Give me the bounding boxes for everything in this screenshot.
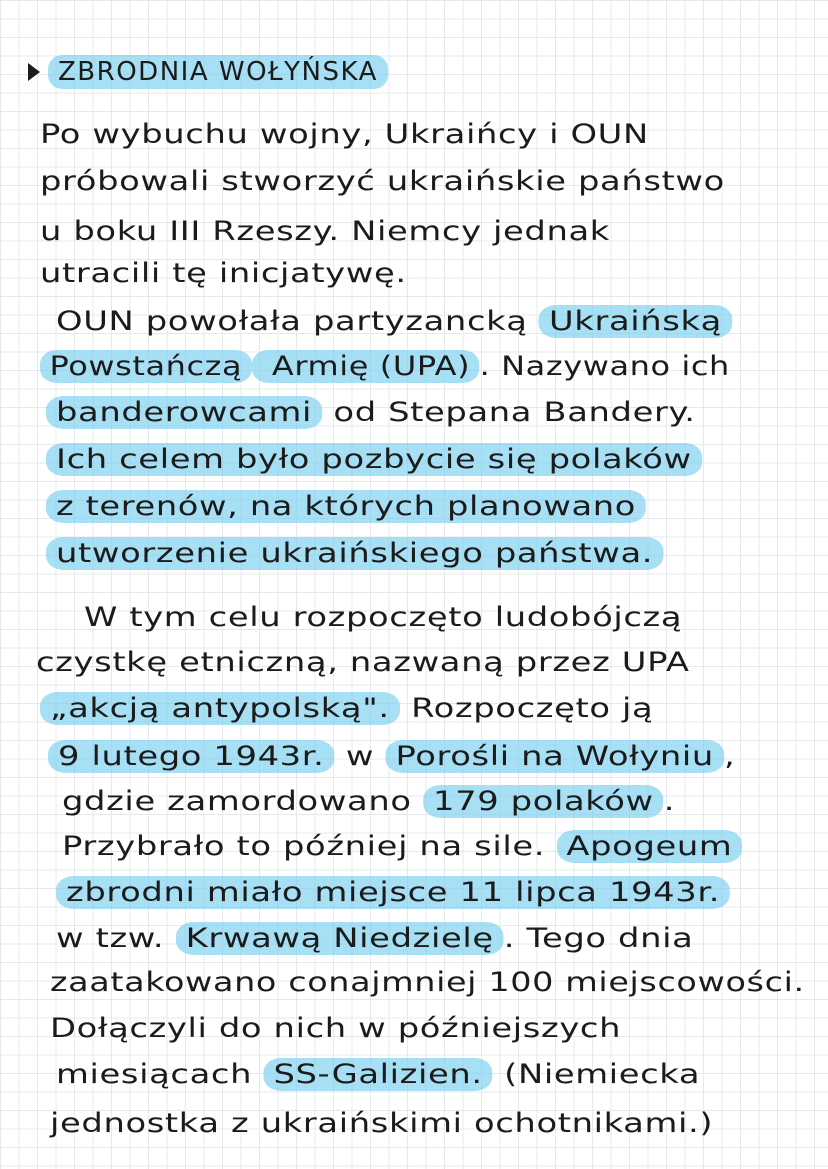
text-segment: miesiącach [56,1059,264,1090]
text-segment: u boku III Rzeszy. Niemcy jednak [40,216,610,247]
text-segment: , [723,741,736,772]
text-line [50,966,805,1000]
text-line [50,1107,713,1141]
text-line [36,646,690,680]
text-segment: OUN powołała partyzancką [56,306,539,337]
text-line [62,785,675,819]
text-segment: . Tego dnia [503,923,694,954]
text-segment: jednostka z ukraińskimi ochotnikami.) [50,1108,714,1139]
text-line [40,692,653,726]
text-line [40,165,725,199]
text-segment: czystkę etniczną, nazwaną przez UPA [36,647,690,678]
note-title [28,55,388,89]
text-segment: Dołączyli do nich w późniejszych [50,1013,622,1044]
text-segment: W tym celu rozpoczęto ludobójczą [84,602,683,633]
highlighted-text: 179 polaków [423,785,664,818]
text-line [48,740,735,774]
highlighted-text: z terenów, na których planowano [46,490,646,523]
text-segment: Po wybuchu wojny, Ukraińcy i OUN [40,119,649,150]
text-segment: Rozpoczęto ją [399,693,654,724]
text-segment: gdzie zamordowano [62,786,424,817]
text-segment: . Nazywano ich [479,351,730,382]
text-segment: w tzw. [56,923,176,954]
text-line [62,830,742,864]
text-line [56,1058,700,1092]
text-line [46,537,663,571]
arrow-icon [28,63,40,81]
text-line [40,257,407,291]
text-segment: . [663,786,676,817]
text-segment: Przybrało to później na sile. [62,831,557,862]
text-segment: próbowali stworzyć ukraińskie państwo [40,166,725,197]
highlighted-text: Powstańczą [40,350,252,383]
text-segment: od Stepana Bandery. [322,397,696,428]
highlighted-text: banderowcami [46,396,322,429]
highlighted-text: Ich celem było pozbycie się polaków [46,443,702,476]
text-line [46,490,646,524]
highlighted-text: Ukraińską [539,305,732,338]
highlighted-text: Armię (UPA) [252,350,480,383]
text-segment: zaatakowano conajmniej 100 miejscowości. [50,967,805,998]
highlighted-text: Krwawą Niedzielę [176,922,504,955]
highlighted-text: „akcją antypolską". [40,692,400,725]
highlighted-text: Porośli na Wołyniu [385,740,723,773]
text-line [40,215,610,249]
text-line [56,922,693,956]
text-line [46,396,696,430]
highlighted-text: utworzenie ukraińskiego państwa. [46,537,663,570]
text-line [56,876,730,910]
text-line [40,350,730,384]
note-title-text: ZBRODNIA WOŁYŃSKA [48,55,388,89]
text-segment: utracili tę inicjatywę. [40,258,407,289]
text-segment: w [334,741,386,772]
text-line [40,118,649,152]
text-line [50,1012,621,1046]
highlighted-text: zbrodni miało miejsce 11 lipca 1943r. [56,876,730,909]
highlighted-text: SS-Galizien. [263,1058,492,1091]
highlighted-text: 9 lutego 1943r. [48,740,335,773]
text-line [56,305,732,339]
text-line [84,601,682,635]
text-line [46,443,702,477]
highlighted-text: Apogeum [556,830,742,863]
text-segment: (Niemiecka [492,1059,701,1090]
